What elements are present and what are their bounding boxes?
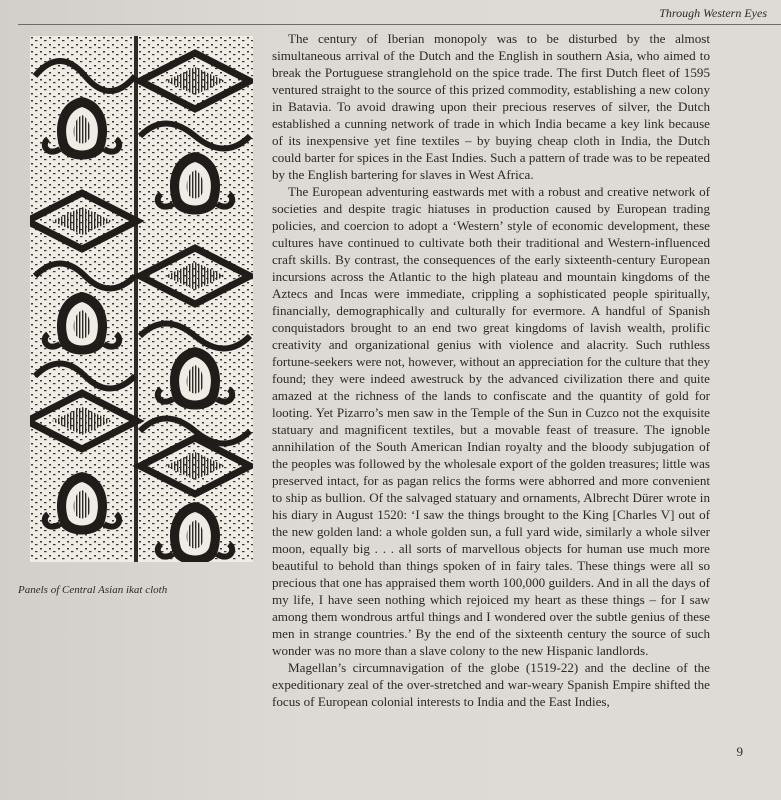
paragraph-magellan: Magellan’s circumnavigation of the globe (1519-22) and the decline of the expeditionary zeal of the over-stretched and war-weary Spanish Empire shifted the focus of European colonial interests to India and the East Indies, [272,660,710,709]
paragraph-dutch-english: The century of Iberian monopoly was to be disturbed by the almost simultaneous arrival of the Dutch and the English in southern Asia, who aimed to break the Portuguese stranglehold on the spice trade. The first Dutch fleet of 1595 ventured straight to the source of this prized commodity, establishing a new colony in Batavia. To avoid drawing upon their precious reserves of silver, the Dutch established a cunning network of trade in which India became a key link because of its inexpensive yet fine textiles – by buying cheap cloth in India, the Dutch could barter for spices in the East Indies. Such a pattern of trade was to be repeated by the English bartering for slaves in West Africa. [272,31,710,182]
header-rule [18,24,781,25]
paragraph-european-adventuring: The European adventuring eastwards met with a robust and creative network of societies and despite tragic hiatuses in production caused by European trading policies, and coercion to adopt a ‘Western’ style of economic development, these cultures have continued to cultivate both their traditional and Western-influenced craft skills. By contrast, the consequences of the early sixteenth-century European incursions across the Atlantic to the high plateau and mountain kingdoms of the Aztecs and Incas were immediate, crippling a sophisticated people spiritually, financially, demographically and culturally for evermore. A handful of Spanish conquistadors brought to an end two great kingdoms of lavish wealth, prolific creativity and organizational genius with violence and alacrity. Such ruthless fortune-seekers were not, however, without an appreciation for the culture that they found; they were indeed awestruck by the advanced civilization there and quite amazed at the richness of the lands to confiscate and the quantity of gold for looting. Yet Pizarro’s men saw in the Temple of the Sun in Cuzco not the exquisite statuary and magnificent textiles, but a movable feast of treasure. The ignoble annihilation of the South American Indian royalty and the bloody subjugation of the peoples was followed by the wholesale export of the golden treasures; little was preserved intact, for as pagan relics the forms were abhorred and more convenient to ship as bullion. Of the salvaged statuary and ornaments, Albrecht Dürer wrote in his diary in August 1520: ‘I saw the things brought to the King [Charles V] out of the new golden land: a whole golden sun, a full yard wide, similarly a whole silver moon, equally big . . . all sorts of marvellous objects for human use much more beautiful to behold than things spoken of in fairy tales. These things were all so precious that one has appraised them worth 100,000 guilders. And in all the days of my life, I have seen nothing which rejoiced my heart as these things – for I saw among them wondrous artful things and I wondered over the subtle genius of these men in strange countries.’ By the end of the sixteenth century the source of such wonder was no more than a slave colony to the new Hispanic landlords. [272,184,710,658]
ikat-textile-illustration [30,36,253,562]
page-number: 9 [736,744,743,759]
ikat-pattern-icon [30,36,253,562]
running-head: Through Western Eyes [659,6,767,20]
figure-caption: Panels of Central Asian ikat cloth [18,584,168,596]
body-text [272,30,710,710]
